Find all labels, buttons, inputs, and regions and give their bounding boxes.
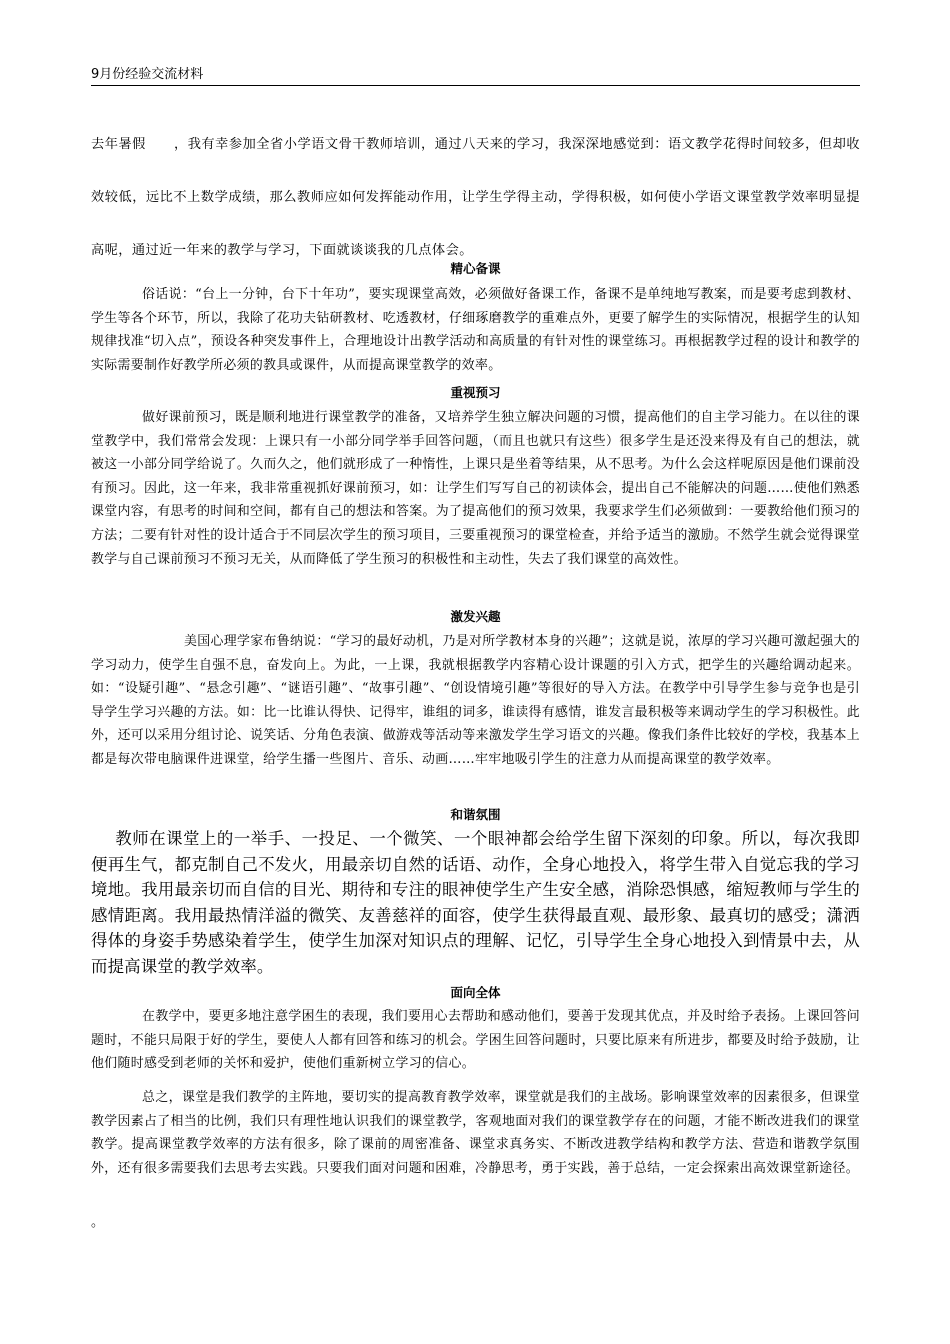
paragraph-text: 在教学中，要更多地注意学困生的表现，我们要用心去帮助和感动他们，要善于发现其优点，并及时给予表扬。上课回答问题时，不能只局限于好的学生，要使人人都有回答和练习的机会。学困生回答问题时，只要比原来有所进步，都要及时给予鼓励，让他们随时感受到老师的关怀和爱护，使他们重新树立学习的信心。 xyxy=(91,1009,860,1072)
section-paragraph-preview xyxy=(91,406,860,571)
paragraph-text: 俗话说：“台上一分钟，台下十年功”，要实现课堂高效，必须做好备课工作，备课不是单纯地写教案，而是要考虑到教材、学生等各个环节，所以，我除了花功夫钻研教材、吃透教材，仔细琢磨教学的重难点外，更要了解学生的实际情况，根据学生的认知规律找准“切入点”，预设各种突发事件上，合理地设计出教学活动和高质量的有针对性的课堂练习。再根据教学过程的设计和教学的实际需要制作好教学所必须的教具或课件，从而提高课堂教学的效率。 xyxy=(91,287,860,373)
paragraph-text: 教师在课堂上的一举手、一投足、一个微笑、一个眼神都会给学生留下深刻的印象。所以，每次我即便再生气，都克制自己不发火，用最亲切自然的话语、动作，全身心地投入，将学生带入自觉忘我的学习境地。我用最亲切而自信的目光、期待和专注的眼神使学生产生安全感，消除恐惧感，缩短教师与学生的感情距离。我用最热情洋溢的微笑、友善慈祥的面容，使学生获得最直观、最形象、最真切的感受；潇洒得体的身姿手势感染着学生，使学生加深对知识点的理解、记忆，引导学生全身心地投入到情景中去，从而提高课堂的教学效率。 xyxy=(91,829,860,976)
conclusion-paragraph xyxy=(91,1086,860,1180)
section-paragraph-atmosphere xyxy=(91,826,860,980)
intro-text-start: 去年暑假 xyxy=(91,137,146,152)
section-paragraph-preparation xyxy=(91,283,860,377)
intro-text-rest: ，我有幸参加全省小学语文骨干教师培训，通过八天来的学习，我深深地感觉到：语文教学花得时间较多，但却收效较低，远比不上数学成绩，那么教师应如何发挥能动作用，让学生学得主动，学得积极，如何使小学语文课堂教学效率明显提高呢，通过近一年来的教学与学习，下面就谈谈我的几点体会。 xyxy=(91,137,860,258)
end-mark: 。 xyxy=(91,1215,105,1230)
page-header: 9月份经验交流材料 xyxy=(91,66,860,86)
section-title-atmosphere: 和谐氛围 xyxy=(450,807,501,822)
section-paragraph-interest xyxy=(91,630,860,772)
paragraph-text: 美国心理学家布鲁纳说：“学习的最好动机，乃是对所学教材本身的兴趣”；这就是说，浓厚的学习兴趣可激起强大的学习动力，使学生自强不息，奋发向上。为此，一上课，我就根据教学内容精心设计课题的引入方式，把学生的兴趣给调动起来。如：“设疑引趣”、“悬念引趣”、“谜语引趣”、“故事引趣”、“创设情境引趣”等很好的导入方法。在教学中引导学生参与竞争也是引导学生学习兴趣的方法。如：比一比谁认得快、记得牢，谁组的词多，谁读得有感情，谁发言最积极等来调动学生的学习积极性。此外，还可以采用分组讨论、说笑话、分角色表演、做游戏等活动等来激发学生学习语文的兴趣。像我们条件比较好的学校，我基本上都是每次带电脑课件进课堂，给学生播一些图片、音乐、动画……牢牢地吸引学生的注意力从而提高课堂的教学效率。 xyxy=(91,634,860,767)
section-title-preparation: 精心备课 xyxy=(450,261,501,276)
section-title-whole-class: 面向全体 xyxy=(450,985,501,1000)
section-title-preview: 重视预习 xyxy=(450,385,501,400)
paragraph-text: 做好课前预习，既是顺利地进行课堂教学的准备，又培养学生独立解决问题的习惯，提高他们的自主学习能力。在以往的课堂教学中，我们常常会发现：上课只有一小部分同学举手回答问题，（而且也就只有这些）很多学生是还没来得及有自己的想法，就被这一小部分同学给说了。久而久之，他们就形成了一种惰性，上课只是坐着等结果，从不思考。为什么会这样呢原因是他们课前没有预习。因此，这一年来，我非常重视抓好课前预习，如：让学生们写写自己的初读体会，提出自己不能解决的问题……使他们熟悉课堂内容，有思考的时间和空间，都有自己的想法和答案。为了提高他们的预习效果，我要求学生们必须做到：一要教给他们预习的方法；二要有针对性的设计适合于不同层次学生的预习项目，三要重视预习的课堂检查，并给予适当的激励。不然学生就会觉得课堂教学与自己课前预习不预习无关，从而降低了学生预习的积极性和主动性，失去了我们课堂的高效性。 xyxy=(91,410,861,567)
section-paragraph-whole-class xyxy=(91,1005,860,1076)
section-title-interest: 激发兴趣 xyxy=(450,609,501,624)
intro-paragraph xyxy=(91,118,860,277)
paragraph-text: 总之，课堂是我们教学的主阵地，要切实的提高教育教学效率，课堂就是我们的主战场。影响课堂效率的因素很多，但课堂教学因素占了相当的比例，我们只有理性地认识我们的课堂教学，客观地面对我们的课堂教学存在的问题，才能不断改进我们的课堂教学。提高课堂教学效率的方法有很多，除了课前的周密准备、课堂求真务实、不断改进教学结构和教学方法、营造和谐教学氛围外，还有很多需要我们去思考去实践。只要我们面对问题和困难，冷静思考，勇于实践，善于总结，一定会探索出高效课堂新途径。 xyxy=(91,1090,860,1176)
